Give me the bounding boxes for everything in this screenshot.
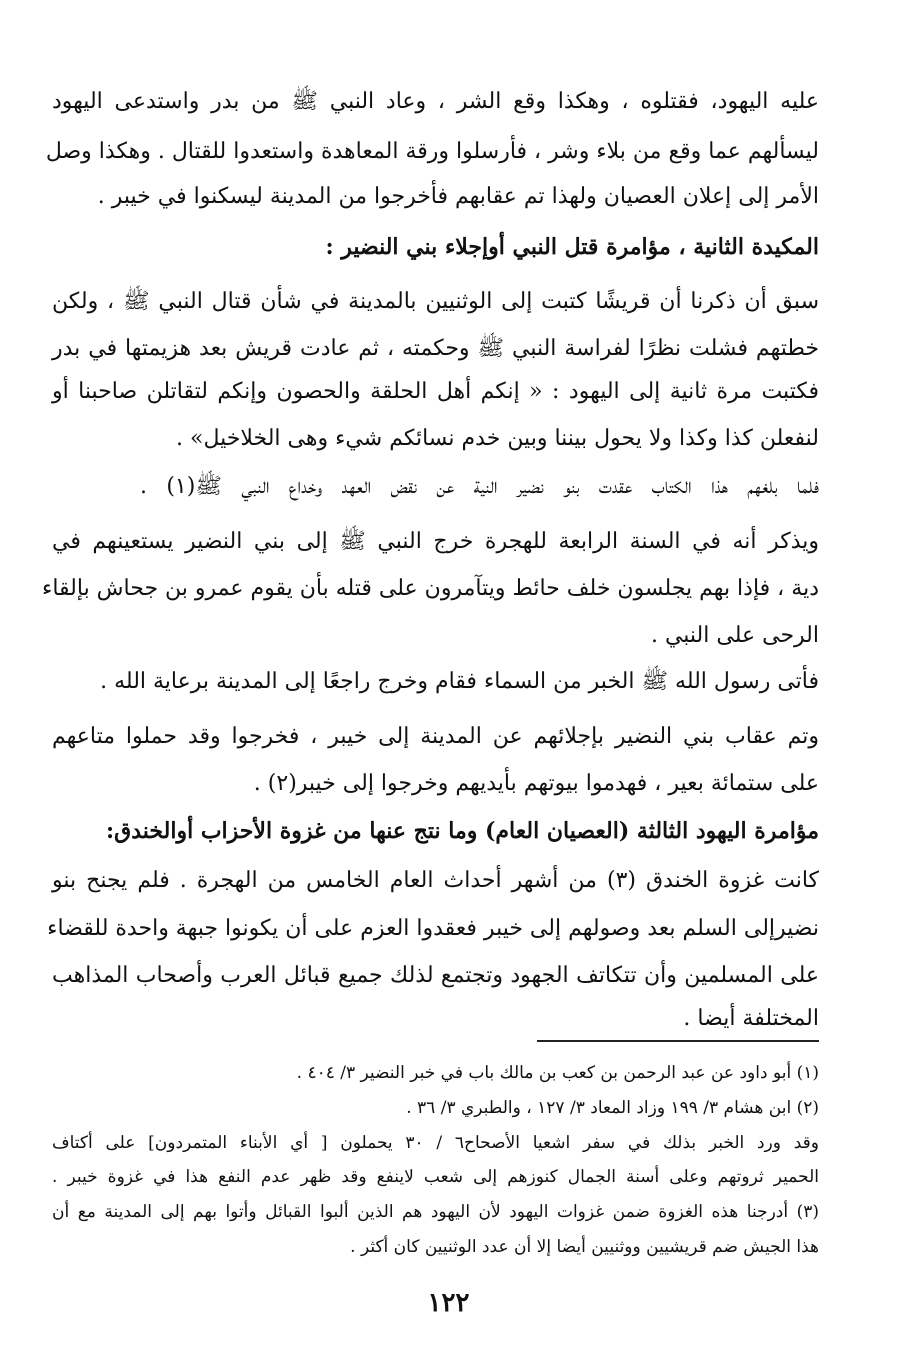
footnote-1: (١) أبو داود عن عبد الرحمن بن كعب بن مالك باب في خبر النضير ٣/ ٤٠٤ . [296, 1063, 819, 1083]
footnote-separator [537, 1040, 819, 1042]
paragraph-1-line-2: ليسألهم عما وقع من بلاء وشر ، فأرسلوا ورقة المعاهدة واستعدوا للقتال . وهكذا وصل [45, 139, 819, 164]
paragraph-7-line-2: نضيرإلى السلم بعد وصولهم إلى خيبر فعقدوا العزم على أن يكونوا جبهة واحدة للقضاء [47, 916, 819, 941]
paragraph-4-line-2: دية ، فإذا بهم يجلسون خلف حائط ويتآمرون على قتله بأن يقوم عمرو بن جحاش بإلقاء [41, 576, 819, 601]
paragraph-7-line-4: المختلفة أيضا . [683, 1006, 819, 1031]
paragraph-2-line-1: سبق أن ذكرنا أن قريشًا كتبت إلى الوثنيين بالمدينة في شأن قتال النبي ﷺ ، ولكن [52, 289, 819, 314]
paragraph-7-line-3: على المسلمين وأن تتكاتف الجهود وتجتمع لذلك جميع قبائل العرب وأصحاب المذاهب [52, 963, 819, 988]
paragraph-6-line-2: على ستمائة بعير ، فهدموا بيوتهم بأيديهم وخرجوا إلى خيبر(٢) . [253, 771, 819, 796]
section-heading-second-plot: المكيدة الثانية ، مؤامرة قتل النبي أوإجلاء بني النضير : [325, 234, 819, 260]
paragraph-1-line-3: الأمر إلى إعلان العصيان ولهذا تم عقابهم فأخرجوا من المدينة ليسكنوا في خيبر . [97, 184, 819, 209]
page-number: ١٢٢ [427, 1288, 470, 1318]
paragraph-5-line-1: فأتى رسول الله ﷺ الخبر من السماء فقام وخرج راجعًا إلى المدينة برعاية الله . [100, 669, 819, 694]
paragraph-7-line-1: كانت غزوة الخندق (٣) من أشهر أحداث العام الخامس من الهجرة . فلم يجنح بنو [52, 868, 820, 893]
paragraph-1-line-1: عليه اليهود، فقتلوه ، وهكذا وقع الشر ، وعاد النبي ﷺ من بدر واستدعى اليهود [52, 89, 819, 114]
paragraph-2-line-3: فكتبت مرة ثانية إلى اليهود : « إنكم أهل الحلقة والحصون وإنكم لتقاتلن صاحبنا أو [52, 379, 819, 404]
footnote-3: (٣) أدرجنا هذه الغزوة ضمن غزوات اليهود لأن اليهود هم الذين ألبوا القبائل وأتوا بهم إلى المدينة مع أن [52, 1202, 819, 1222]
footnote-2: (٢) ابن هشام ٣/ ١٩٩ وزاد المعاد ٣/ ١٢٧ ، والطبري ٣/ ٣٦ . [406, 1098, 819, 1118]
paragraph-6-line-1: وتم عقاب بني النضير بإجلائهم عن المدينة إلى خيبر ، فخرجوا وقد حملوا متاعهم [52, 724, 819, 749]
footnote-2-continuation-1: وقد ورد الخبر بذلك في سفر اشعيا الأصحاح٦ / ٣٠ يحملون [ أي الأبناء المتمردون] على أكتاف [52, 1133, 819, 1153]
paragraph-4-line-1: ويذكر أنه في السنة الرابعة للهجرة خرج النبي ﷺ إلى بني النضير يستعينهم في [52, 529, 819, 554]
paragraph-2-line-2: خطتهم فشلت نظرًا لفراسة النبي ﷺ وحكمته ، ثم عادت قريش بعد هزيمتها في بدر [52, 336, 819, 361]
footnote-3-continuation: هذا الجيش ضم قريشيين ووثنيين أيضا إلا أن عدد الوثنيين كان أكثر . [350, 1237, 819, 1257]
footnote-2-continuation-2: الحمير ثروتهم وعلى أسنة الجمال كنوزهم إلى شعب لاينفع وقد ظهر عدم النفع هذا في غزوة خيبر . [52, 1167, 819, 1187]
paragraph-3-line-1: فلما بلغهم هذا الكتاب عقدت بنو نضير النية عن نقض العهد وخداع النبي ﷺ(١) . [140, 474, 819, 499]
paragraph-4-line-3: الرحى على النبي . [650, 623, 819, 648]
section-heading-third-plot: مؤامرة اليهود الثالثة (العصيان العام) وما نتج عنها من غزوة الأحزاب أوالخندق: [106, 818, 819, 844]
paragraph-2-line-4: لنفعلن كذا وكذا ولا يحول بيننا وبين خدم نسائكم شيء وهى الخلاخيل» . [176, 426, 819, 451]
